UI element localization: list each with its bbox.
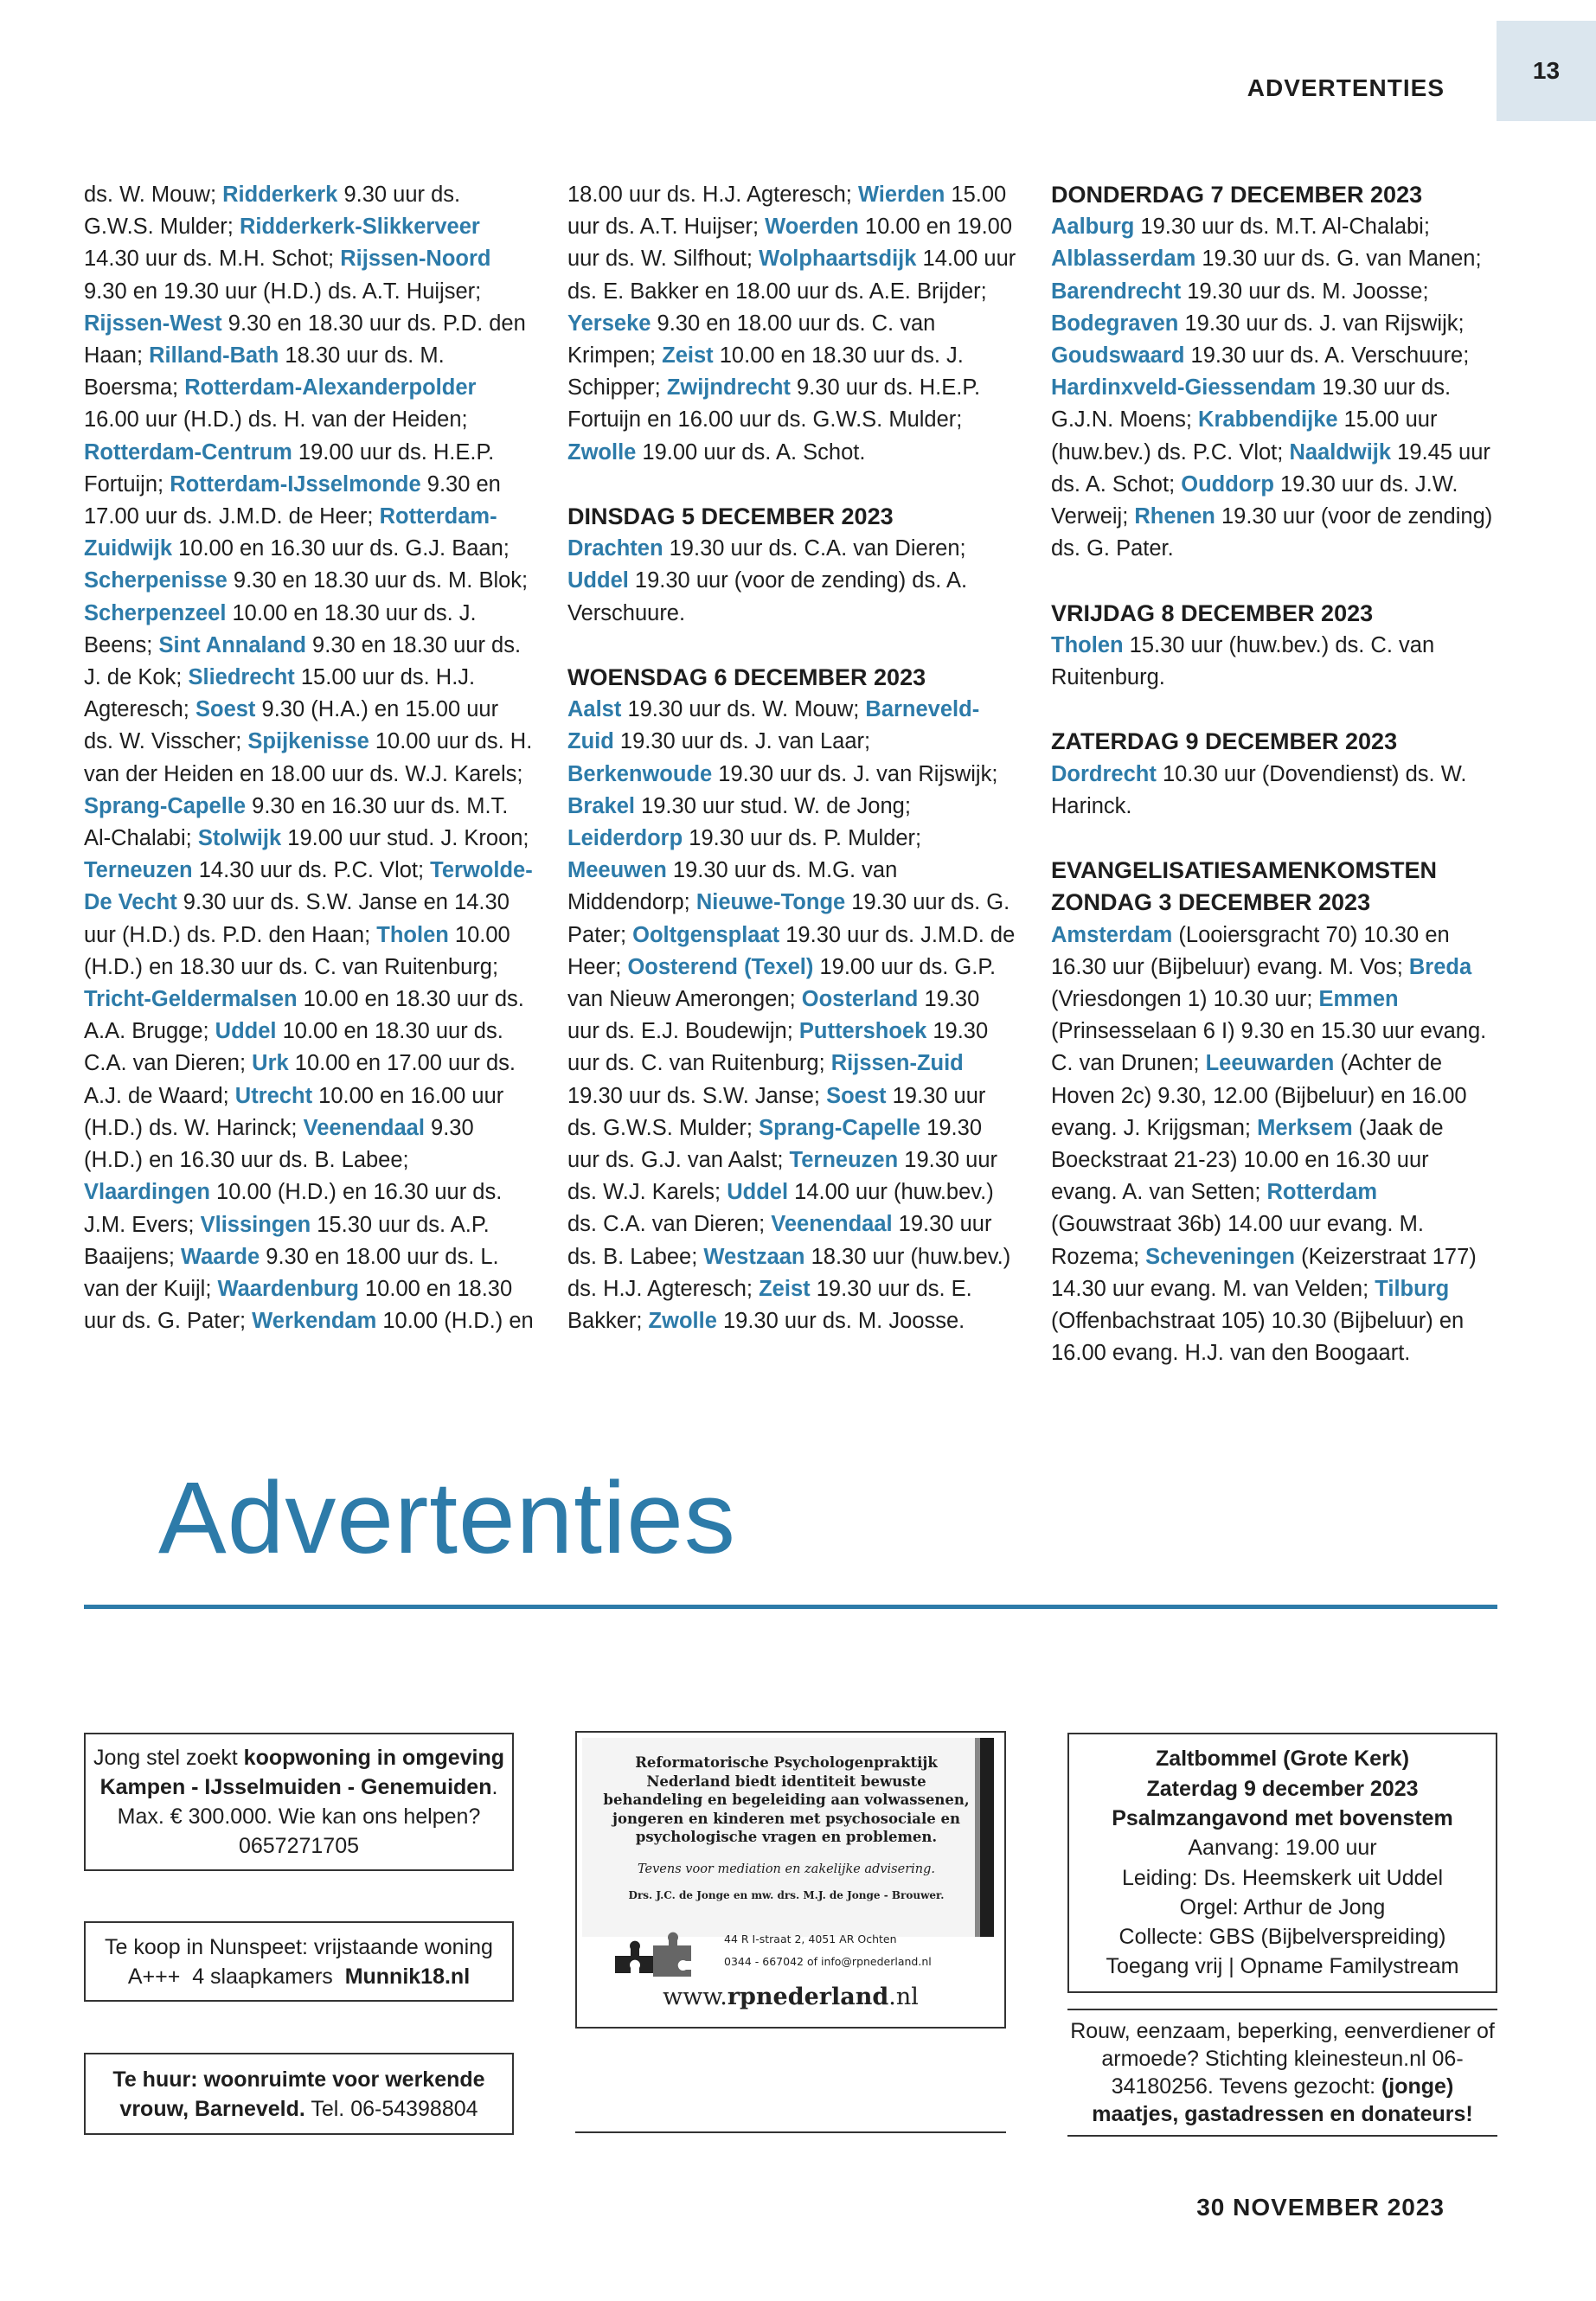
place-name: Westzaan (703, 1244, 805, 1269)
service-text: 18.30 uur (huw.bev.) ds. H.J. Agteresch; (567, 1244, 1011, 1301)
place-name: Alblasserdam (1051, 247, 1196, 272)
ad-text: A+++ 4 slaapkamers (127, 1964, 345, 1989)
ad-text-bold: koopwoning in omgeving Kampen - IJsselmuiden - Genemuiden (99, 1746, 505, 1799)
service-text: 9.30 (H.A.) en 15.00 uur ds. W. Visscher; (84, 697, 499, 754)
service-text: 19.30 uur ds. C. van Ruitenburg; (567, 1019, 989, 1076)
service-text: 19.30 uur ds. A. Verschuure; (1184, 343, 1470, 369)
place-name: Zwolle (648, 1309, 717, 1334)
ad-te-koop (84, 1921, 514, 2002)
place-name: Leeuwarden (1205, 1051, 1335, 1076)
service-text: 9.30 uur ds. G.W.S. Mulder; (84, 183, 461, 240)
service-text: 9.30 uur ds. S.W. Janse en 14.30 uur (H.D.) ds. P.D. den Haan; (84, 890, 510, 947)
service-text: 9.30 uur ds. H.E.P. Fortuijn en 16.00 uur ds. G.W.S. Mulder; (567, 375, 981, 433)
service-text: 19.30 uur ds. B. Labee; (567, 1212, 992, 1269)
place-name: Waarde (181, 1244, 260, 1269)
puzzle-icon (612, 1930, 707, 1982)
service-text: 19.30 uur ds. J.W. Verweij; (1051, 471, 1458, 529)
place-name: Bodegraven (1051, 311, 1179, 336)
column-3 (1051, 179, 1501, 1369)
service-text: (Achter de Hoven 2c) 9.30, 12.00 (Bijbeluur) en 16.00 evang. J. Krijgsman; (1051, 1051, 1467, 1140)
day-heading-zaterdag: ZATERDAG 9 DECEMBER 2023 (1051, 728, 1398, 755)
place-name: Zwijndrecht (666, 375, 791, 401)
ad-rp-url[interactable] (577, 1984, 1004, 2010)
service-text: 10.00 en 18.30 uur ds. J. Beens; (84, 600, 477, 657)
place-name: Sprang-Capelle (759, 1115, 921, 1140)
place-name: Soest (195, 697, 256, 722)
place-name: Terwolde-De Vecht (84, 858, 533, 915)
place-name: Vlaardingen (84, 1180, 210, 1205)
place-name: Ouddorp (1181, 471, 1274, 497)
service-text: 19.45 uur ds. A. Schot; (1051, 439, 1490, 497)
ad-rp-names: Drs. J.C. de Jonge en mw. drs. M.J. de Jonge - Brouwer. (628, 1889, 945, 1901)
service-text: 16.00 uur (H.D.) ds. H. van der Heiden; (84, 407, 468, 433)
place-name: Spijkenisse (247, 729, 369, 754)
service-text: 19.30 uur ds. E. Bakker; (567, 1276, 972, 1334)
service-text: 19.00 uur ds. A. Schot. (636, 439, 866, 465)
church-list-text (1051, 211, 1501, 565)
place-name: Rotterdam-Alexanderpolder (184, 375, 477, 401)
service-text: 19.30 uur ds. M. Joosse; (1181, 279, 1429, 304)
service-text: 19.30 uur ds. G. van Manen; (1195, 247, 1482, 272)
ad-heading-line: Zaltbommel (Grote Kerk) (1155, 1747, 1410, 1772)
ad-kleinesteun (1067, 2009, 1497, 2137)
place-name: Goudswaard (1051, 343, 1185, 369)
place-name: Dordrecht (1051, 761, 1157, 786)
place-name: Rotterdam-Centrum (84, 439, 292, 465)
place-name: Woerden (765, 215, 859, 240)
ad-text: Jong stel zoekt (93, 1746, 244, 1770)
service-text: 9.30 en 18.30 uur ds. P.D. den Haan; (84, 311, 526, 369)
service-text: 10.00 uur ds. H. van der Heiden en 18.00 uur ds. W.J. Karels; (84, 729, 533, 786)
place-name: Scheveningen (1145, 1244, 1296, 1269)
place-name: Emmen (1318, 987, 1399, 1012)
day-heading-dinsdag: DINSDAG 5 DECEMBER 2023 (567, 503, 894, 530)
place-name: Werkendam (252, 1309, 377, 1334)
ad-text-bold: (jonge) maatjes, gastadressen en donateurs! (1092, 2074, 1473, 2126)
service-text: 19.30 uur ds. E.J. Boudewijn; (567, 987, 980, 1044)
ad-rp-address (724, 1928, 932, 1973)
place-name: Rotterdam-Zuidwijk (84, 504, 497, 561)
service-text: 15.30 uur (huw.bev.) ds. C. van Ruitenburg. (1051, 632, 1435, 690)
evangelisatie-heading: EVANGELISATIESAMENKOMSTEN (1051, 857, 1438, 884)
church-list-text (1051, 759, 1501, 823)
place-name: Vlissingen (200, 1212, 311, 1237)
service-text: 15.00 uur ds. H.J. Agteresch; (84, 665, 476, 722)
place-name: Rhenen (1134, 504, 1215, 529)
service-text: 19.30 uur ds. J. van Laar; (613, 729, 871, 754)
ad-text: Te koop in Nunspeet: vrijstaande woning (105, 1934, 493, 1959)
service-text: (Gouwstraat 36b) 14.00 uur evang. M. Rozema; (1051, 1212, 1424, 1269)
place-name: Waardenburg (217, 1276, 359, 1301)
service-text: 9.30 en 18.30 uur ds. J. de Kok; (84, 632, 522, 690)
place-name: Breda (1408, 954, 1472, 979)
ad-text: Leiding: Ds. Heemskerk uit Uddel (1122, 1865, 1443, 1890)
service-text: 15.00 uur (huw.bev.) ds. P.C. Vlot; (1051, 407, 1438, 465)
church-list-text (84, 179, 534, 1337)
day-heading-zondag: ZONDAG 3 DECEMBER 2023 (1051, 889, 1371, 916)
place-name: Zwolle (567, 439, 637, 465)
service-text: (Vriesdongen 1) 10.30 uur; (1051, 987, 1319, 1012)
place-name: Drachten (567, 536, 663, 561)
service-text: 10.00 en 18.30 uur ds. J. Schipper; (567, 343, 964, 401)
footer-date: 30 NOVEMBER 2023 (1196, 2194, 1445, 2221)
place-name: Wolphaartsdijk (759, 247, 917, 272)
place-name: Sint Annaland (158, 632, 306, 657)
service-text: 19.00 uur ds. H.E.P. Fortuijn; (84, 439, 495, 497)
service-text: 10.00 en 19.00 uur ds. W. Silfhout; (567, 215, 1013, 272)
church-list-text (567, 694, 1017, 1337)
place-name: Scherpenzeel (84, 600, 227, 625)
service-text: 10.00 en 18.30 uur ds. A.A. Brugge; (84, 987, 524, 1044)
service-text: 15.00 uur ds. A.T. Huijser; (567, 183, 1007, 240)
place-name: Berkenwoude (567, 761, 713, 786)
service-text: 19.30 uur ds. S.W. Janse; (567, 1083, 827, 1108)
place-name: Barneveld-Zuid (567, 697, 980, 754)
ad-heading-line: Psalmzangavond met bovenstem (1112, 1805, 1453, 1830)
place-name: Uddel (215, 1019, 277, 1044)
service-text: (Looiersgracht 70) 10.30 en 16.30 uur (Bijbeluur) evang. M. Vos; (1051, 922, 1450, 979)
ad-text: . Max. € 300.000. Wie kan ons helpen? 0657271705 (117, 1775, 498, 1858)
place-name: Yerseke (567, 311, 651, 336)
place-name: Hardinxveld-Giessendam (1051, 375, 1317, 401)
ad-text: Tel. 06-54398804 (304, 2096, 478, 2121)
decor-strip (980, 1738, 994, 1937)
service-text: 9.30 en 18.00 uur ds. L. van der Kuijl; (84, 1244, 499, 1301)
place-name: Wierden (857, 183, 945, 207)
place-name: Rotterdam-IJsselmonde (170, 471, 421, 497)
service-text: 19.30 uur ds. G. Pater; (567, 890, 1010, 947)
service-text: 19.30 uur (voor de zending) ds. A. Verschuure. (567, 568, 968, 625)
place-name: Utrecht (234, 1083, 313, 1108)
service-text: 19.30 uur ds. G.J.N. Moens; (1051, 375, 1452, 433)
service-text: 19.30 uur ds. M.G. van Middendorp; (567, 858, 898, 915)
place-name: Barendrecht (1051, 279, 1182, 304)
service-text: 9.30 en 17.00 uur ds. J.M.D. de Heer; (84, 471, 501, 529)
service-text: 19.30 uur ds. C.A. van Dieren; (663, 536, 966, 561)
service-text: 10.00 en 16.30 uur ds. G.J. Baan; (172, 536, 510, 561)
service-text: 19.30 uur ds. W. Mouw; (621, 697, 866, 722)
place-name: Puttershoek (798, 1019, 927, 1044)
service-text: 9.30 en 19.30 uur (H.D.) ds. A.T. Huijser; (84, 279, 482, 304)
place-name: Amsterdam (1051, 922, 1173, 947)
ad-rp-contact-line: 0344 - 667042 of info@rpnederland.nl (724, 1955, 932, 1968)
place-name: Rilland-Bath (149, 343, 279, 369)
ad-text-bold: Te huur: woonruimte voor werkende vrouw, Barneveld. (112, 2067, 485, 2121)
place-name: Scherpenisse (84, 568, 228, 593)
service-text: 19.00 uur stud. J. Kroon; (281, 826, 529, 851)
place-name: Uddel (727, 1180, 789, 1205)
place-name: Terneuzen (789, 1148, 899, 1173)
place-name: Tricht-Geldermalsen (84, 987, 298, 1012)
service-text: (Offenbachstraat 105) 10.30 (Bijbeluur) en 16.00 evang. H.J. van den Boogaart. (1051, 1309, 1465, 1366)
ad-koopwoning (84, 1733, 514, 1871)
place-name: Ridderkerk-Slikkerveer (239, 215, 480, 240)
place-name: Aalburg (1051, 215, 1135, 240)
ad-rp-heading: Reformatorische Psychologenpraktijk Nederland biedt identiteit bewuste behandeling en begeleiding aan volwassenen, jongeren en kinderen met psychosociale en psychologische vragen en problemen. (603, 1754, 970, 1845)
service-text: 10.00 en 18.30 uur ds. C.A. van Dieren; (84, 1019, 503, 1076)
service-text: ds. W. Mouw; (84, 183, 223, 207)
page-number: 13 (1497, 21, 1596, 121)
service-text: 14.00 uur (huw.bev.) ds. C.A. van Dieren; (567, 1180, 994, 1237)
service-text: 14.00 uur ds. E. Bakker en 18.00 uur ds. A.E. Brijder; (567, 247, 1016, 304)
column-1 (84, 179, 534, 1337)
place-name: Veenendaal (771, 1212, 893, 1237)
day-heading-donderdag: DONDERDAG 7 DECEMBER 2023 (1051, 182, 1423, 208)
service-text: (Prinsesselaan 6 I) 9.30 en 15.30 uur evang. C. van Drunen; (1051, 1019, 1487, 1076)
place-name: Sprang-Capelle (84, 793, 247, 818)
service-text: 19.30 uur ds. P. Mulder; (683, 826, 922, 851)
day-heading-vrijdag: VRIJDAG 8 DECEMBER 2023 (1051, 599, 1374, 626)
column-2 (567, 179, 1017, 1337)
place-name: Veenendaal (303, 1115, 425, 1140)
service-text: 10.00 (H.D.) en (376, 1309, 534, 1334)
service-text: 10.00 en 17.00 uur ds. A.J. de Waard; (84, 1051, 516, 1108)
ad-text: Collecte: GBS (Bijbelverspreiding) (1118, 1925, 1446, 1950)
place-name: Zeist (662, 343, 714, 369)
place-name: Krabbendijke (1198, 407, 1338, 433)
service-text: 10.00 en 16.00 uur (H.D.) ds. W. Harinck; (84, 1083, 504, 1140)
place-name: Zeist (759, 1276, 811, 1301)
ad-link-munnik[interactable]: Munnik18.nl (344, 1964, 471, 1989)
service-text: 10.00 (H.D.) en 16.30 uur ds. J.M. Evers; (84, 1180, 503, 1237)
service-text: 9.30 (H.D.) en 16.30 uur ds. B. Labee; (84, 1115, 474, 1173)
place-name: Aalst (567, 697, 622, 722)
service-text: 18.00 uur ds. H.J. Agteresch; (567, 183, 858, 207)
service-text: 19.30 uur ds. G.W.S. Mulder; (567, 1083, 986, 1140)
ad-text: Rouw, eenzaam, beperking, eenverdiener of armoede? Stichting kleinesteun.nl 06-34180256. Tevens gezocht: (1070, 2019, 1495, 2099)
ad-text: Orgel: Arthur de Jong (1179, 1894, 1386, 1920)
service-text: 9.30 en 16.30 uur ds. M.T. Al-Chalabi; (84, 793, 509, 851)
place-name: Soest (826, 1083, 887, 1108)
ad-text: Toegang vrij | Opname Familystream (1106, 1954, 1459, 1979)
service-text: 19.30 uur ds. J. van Rijswijk; (1178, 311, 1465, 336)
place-name: Merksem (1257, 1115, 1353, 1140)
place-name: Rijssen-West (84, 311, 222, 336)
place-name: Stolwijk (197, 826, 282, 851)
church-list-text (567, 179, 1017, 469)
place-name: Rotterdam (1266, 1180, 1378, 1205)
place-name: Leiderdorp (567, 826, 683, 851)
ad-rp-italic: Tevens voor mediation en zakelijke advisering. (637, 1862, 936, 1876)
service-text: 14.30 uur ds. P.C. Vlot; (192, 858, 431, 883)
service-text: 10.30 uur (Dovendienst) ds. W. Harinck. (1051, 761, 1467, 818)
service-text: 9.30 en 18.30 uur ds. M. Blok; (227, 568, 529, 593)
place-name: Ooltgensplaat (632, 922, 780, 947)
service-text: 14.30 uur ds. M.H. Schot; (84, 247, 341, 272)
place-name: Ridderkerk (222, 183, 338, 207)
service-text: (Jaak de Boeckstraat 21-23) 10.00 en 16.30 uur evang. A. van Setten; (1051, 1115, 1444, 1205)
service-text: 19.30 uur ds. M. Joosse. (716, 1309, 965, 1334)
place-name: Terneuzen (84, 858, 193, 883)
place-name: Oosterland (801, 987, 919, 1012)
place-name: Tholen (1051, 632, 1124, 657)
service-text: (Keizerstraat 177) 14.30 uur evang. M. van Velden; (1051, 1244, 1477, 1301)
service-text: 19.30 uur ds. G.J. van Aalst; (567, 1115, 983, 1173)
place-name: Meeuwen (567, 858, 667, 883)
ad-rp-address-line: 44 R I-straat 2, 4051 AR Ochten (724, 1932, 897, 1945)
divider (84, 1605, 1497, 1609)
section-title: ADVERTENTIES (1247, 74, 1445, 101)
ad-te-huur (84, 2053, 514, 2135)
day-heading-woensdag: WOENSDAG 6 DECEMBER 2023 (567, 664, 926, 691)
service-text: 10.00 (H.D.) en 18.30 uur ds. C. van Ruitenburg; (84, 922, 510, 979)
service-text: 18.30 uur ds. M. Boersma; (84, 343, 445, 401)
place-name: Uddel (567, 568, 629, 593)
place-name: Urk (252, 1051, 289, 1076)
service-text: 10.00 en 18.30 uur ds. G. Pater; (84, 1276, 513, 1334)
place-name: Nieuwe-Tonge (695, 890, 846, 915)
place-name: Oosterend (Texel) (627, 954, 814, 979)
service-text: 19.30 uur ds. J. van Rijswijk; (712, 761, 998, 786)
service-text: 19.30 uur ds. M.T. Al-Chalabi; (1134, 215, 1430, 240)
service-text: 15.30 uur ds. A.P. Baaijens; (84, 1212, 490, 1269)
place-name: Tilburg (1375, 1276, 1450, 1301)
service-text: 19.30 uur stud. W. de Jong; (634, 793, 911, 818)
service-text: 19.30 uur ds. W.J. Karels; (567, 1148, 998, 1205)
url-part: .nl (888, 1984, 919, 2010)
ad-zaltbommel (1067, 1733, 1497, 1993)
ad-text: Aanvang: 19.00 uur (1188, 1836, 1377, 1861)
place-name: Rijssen-Noord (340, 247, 491, 272)
divider (575, 2131, 1006, 2133)
service-text: 19.00 uur ds. G.P. van Nieuw Amerongen; (567, 954, 997, 1012)
place-name: Rijssen-Zuid (830, 1051, 964, 1076)
church-list-text (1051, 630, 1501, 694)
advertenties-title: Advertenties (158, 1461, 736, 1575)
place-name: Brakel (567, 793, 635, 818)
service-text: 19.30 uur ds. J.M.D. de Heer; (567, 922, 1016, 979)
place-name: Naaldwijk (1289, 439, 1392, 465)
church-list-text (567, 533, 1017, 630)
church-list-text (1051, 920, 1501, 1370)
url-part: www. (663, 1984, 727, 2010)
place-name: Sliedrecht (188, 665, 295, 690)
place-name: Tholen (376, 922, 449, 947)
service-text: 9.30 en 18.00 uur ds. C. van Krimpen; (567, 311, 936, 369)
ad-rpnederland (575, 1731, 1006, 2029)
service-text: 19.30 uur (voor de zending) ds. G. Pater. (1051, 504, 1493, 561)
url-part-bold: rpnederland (727, 1984, 889, 2010)
ad-heading-line: Zaterdag 9 december 2023 (1146, 1776, 1419, 1801)
